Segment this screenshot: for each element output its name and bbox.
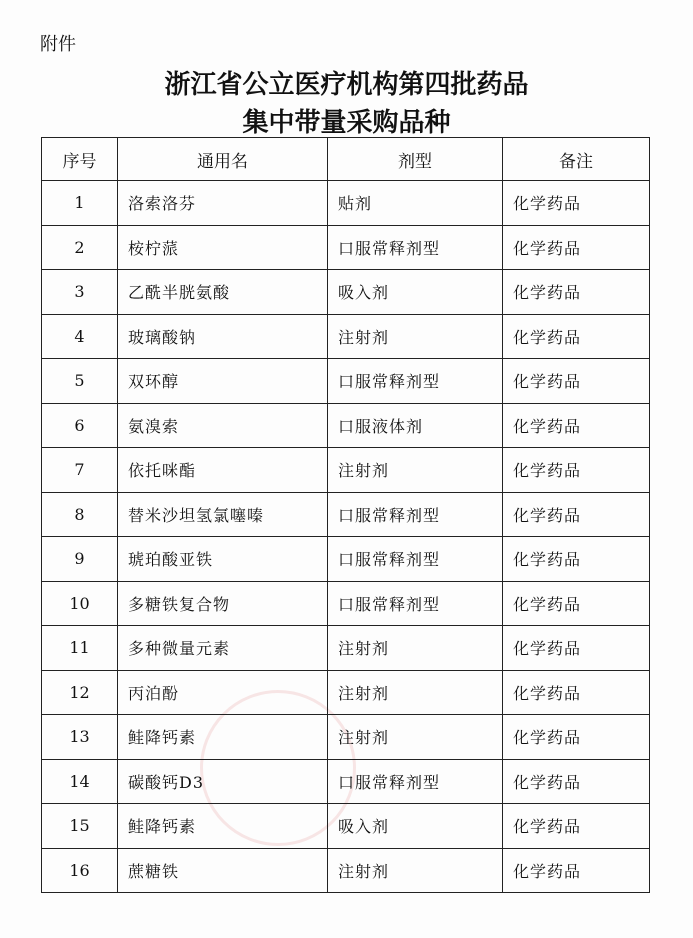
cell-dosage-form: 口服常释剂型 xyxy=(328,537,503,582)
cell-dosage-form: 口服常释剂型 xyxy=(328,581,503,626)
cell-generic-name: 玻璃酸钠 xyxy=(118,314,328,359)
cell-seq: 1 xyxy=(42,181,118,226)
cell-seq: 4 xyxy=(42,314,118,359)
cell-generic-name: 蔗糖铁 xyxy=(118,848,328,893)
table-row xyxy=(42,581,650,626)
cell-generic-name: 碳酸钙D3 xyxy=(118,759,328,804)
cell-seq: 5 xyxy=(42,359,118,404)
cell-seq: 10 xyxy=(42,581,118,626)
cell-dosage-form: 注射剂 xyxy=(328,626,503,671)
cell-generic-name: 鲑降钙素 xyxy=(118,804,328,849)
cell-generic-name: 氨溴索 xyxy=(118,403,328,448)
cell-note: 化学药品 xyxy=(503,715,650,760)
table-row xyxy=(42,848,650,893)
cell-generic-name: 乙酰半胱氨酸 xyxy=(118,270,328,315)
cell-note: 化学药品 xyxy=(503,314,650,359)
table-row xyxy=(42,715,650,760)
cell-seq: 12 xyxy=(42,670,118,715)
title-line-2: 集中带量采购品种 xyxy=(242,108,451,138)
cell-note: 化学药品 xyxy=(503,225,650,270)
cell-note: 化学药品 xyxy=(503,181,650,226)
table-row xyxy=(42,492,650,537)
cell-dosage-form: 注射剂 xyxy=(328,448,503,493)
table-row xyxy=(42,225,650,270)
cell-dosage-form: 口服液体剂 xyxy=(328,403,503,448)
cell-note: 化学药品 xyxy=(503,537,650,582)
cell-note: 化学药品 xyxy=(503,804,650,849)
header-name: 通用名 xyxy=(118,138,328,181)
header-seq: 序号 xyxy=(42,138,118,181)
cell-note: 化学药品 xyxy=(503,759,650,804)
cell-dosage-form: 吸入剂 xyxy=(328,270,503,315)
table-row xyxy=(42,759,650,804)
table-row xyxy=(42,537,650,582)
cell-dosage-form: 口服常释剂型 xyxy=(328,225,503,270)
cell-seq: 3 xyxy=(42,270,118,315)
table-row xyxy=(42,270,650,315)
cell-dosage-form: 注射剂 xyxy=(328,715,503,760)
title-line-1: 浙江省公立医疗机构第四批药品 xyxy=(164,70,529,100)
cell-seq: 16 xyxy=(42,848,118,893)
cell-generic-name: 丙泊酚 xyxy=(118,670,328,715)
cell-note: 化学药品 xyxy=(503,270,650,315)
cell-generic-name: 鲑降钙素 xyxy=(118,715,328,760)
table-row xyxy=(42,181,650,226)
table-row xyxy=(42,626,650,671)
cell-generic-name: 依托咪酯 xyxy=(118,448,328,493)
cell-note: 化学药品 xyxy=(503,848,650,893)
cell-generic-name: 替米沙坦氢氯噻嗪 xyxy=(118,492,328,537)
cell-generic-name: 桉柠蒎 xyxy=(118,225,328,270)
cell-generic-name: 洛索洛芬 xyxy=(118,181,328,226)
cell-seq: 7 xyxy=(42,448,118,493)
document-title xyxy=(0,66,693,142)
cell-note: 化学药品 xyxy=(503,492,650,537)
cell-dosage-form: 口服常释剂型 xyxy=(328,759,503,804)
cell-seq: 2 xyxy=(42,225,118,270)
cell-note: 化学药品 xyxy=(503,403,650,448)
table-header-row xyxy=(42,138,650,181)
header-form: 剂型 xyxy=(328,138,503,181)
table-row xyxy=(42,403,650,448)
cell-note: 化学药品 xyxy=(503,448,650,493)
attachment-label: 附件 xyxy=(40,34,76,55)
cell-dosage-form: 注射剂 xyxy=(328,670,503,715)
cell-seq: 13 xyxy=(42,715,118,760)
table-row xyxy=(42,314,650,359)
cell-dosage-form: 口服常释剂型 xyxy=(328,492,503,537)
cell-dosage-form: 口服常释剂型 xyxy=(328,359,503,404)
header-note: 备注 xyxy=(503,138,650,181)
cell-seq: 9 xyxy=(42,537,118,582)
table-row xyxy=(42,670,650,715)
cell-note: 化学药品 xyxy=(503,359,650,404)
table-row xyxy=(42,359,650,404)
cell-note: 化学药品 xyxy=(503,670,650,715)
cell-generic-name: 多糖铁复合物 xyxy=(118,581,328,626)
cell-seq: 6 xyxy=(42,403,118,448)
procurement-table-container xyxy=(41,137,649,893)
table-body xyxy=(42,181,650,893)
cell-dosage-form: 贴剂 xyxy=(328,181,503,226)
cell-dosage-form: 注射剂 xyxy=(328,314,503,359)
cell-seq: 8 xyxy=(42,492,118,537)
cell-note: 化学药品 xyxy=(503,581,650,626)
cell-seq: 15 xyxy=(42,804,118,849)
cell-seq: 14 xyxy=(42,759,118,804)
procurement-table xyxy=(41,137,650,893)
table-row xyxy=(42,804,650,849)
cell-dosage-form: 注射剂 xyxy=(328,848,503,893)
table-row xyxy=(42,448,650,493)
cell-generic-name: 双环醇 xyxy=(118,359,328,404)
cell-generic-name: 多种微量元素 xyxy=(118,626,328,671)
cell-seq: 11 xyxy=(42,626,118,671)
cell-note: 化学药品 xyxy=(503,626,650,671)
cell-dosage-form: 吸入剂 xyxy=(328,804,503,849)
cell-generic-name: 琥珀酸亚铁 xyxy=(118,537,328,582)
